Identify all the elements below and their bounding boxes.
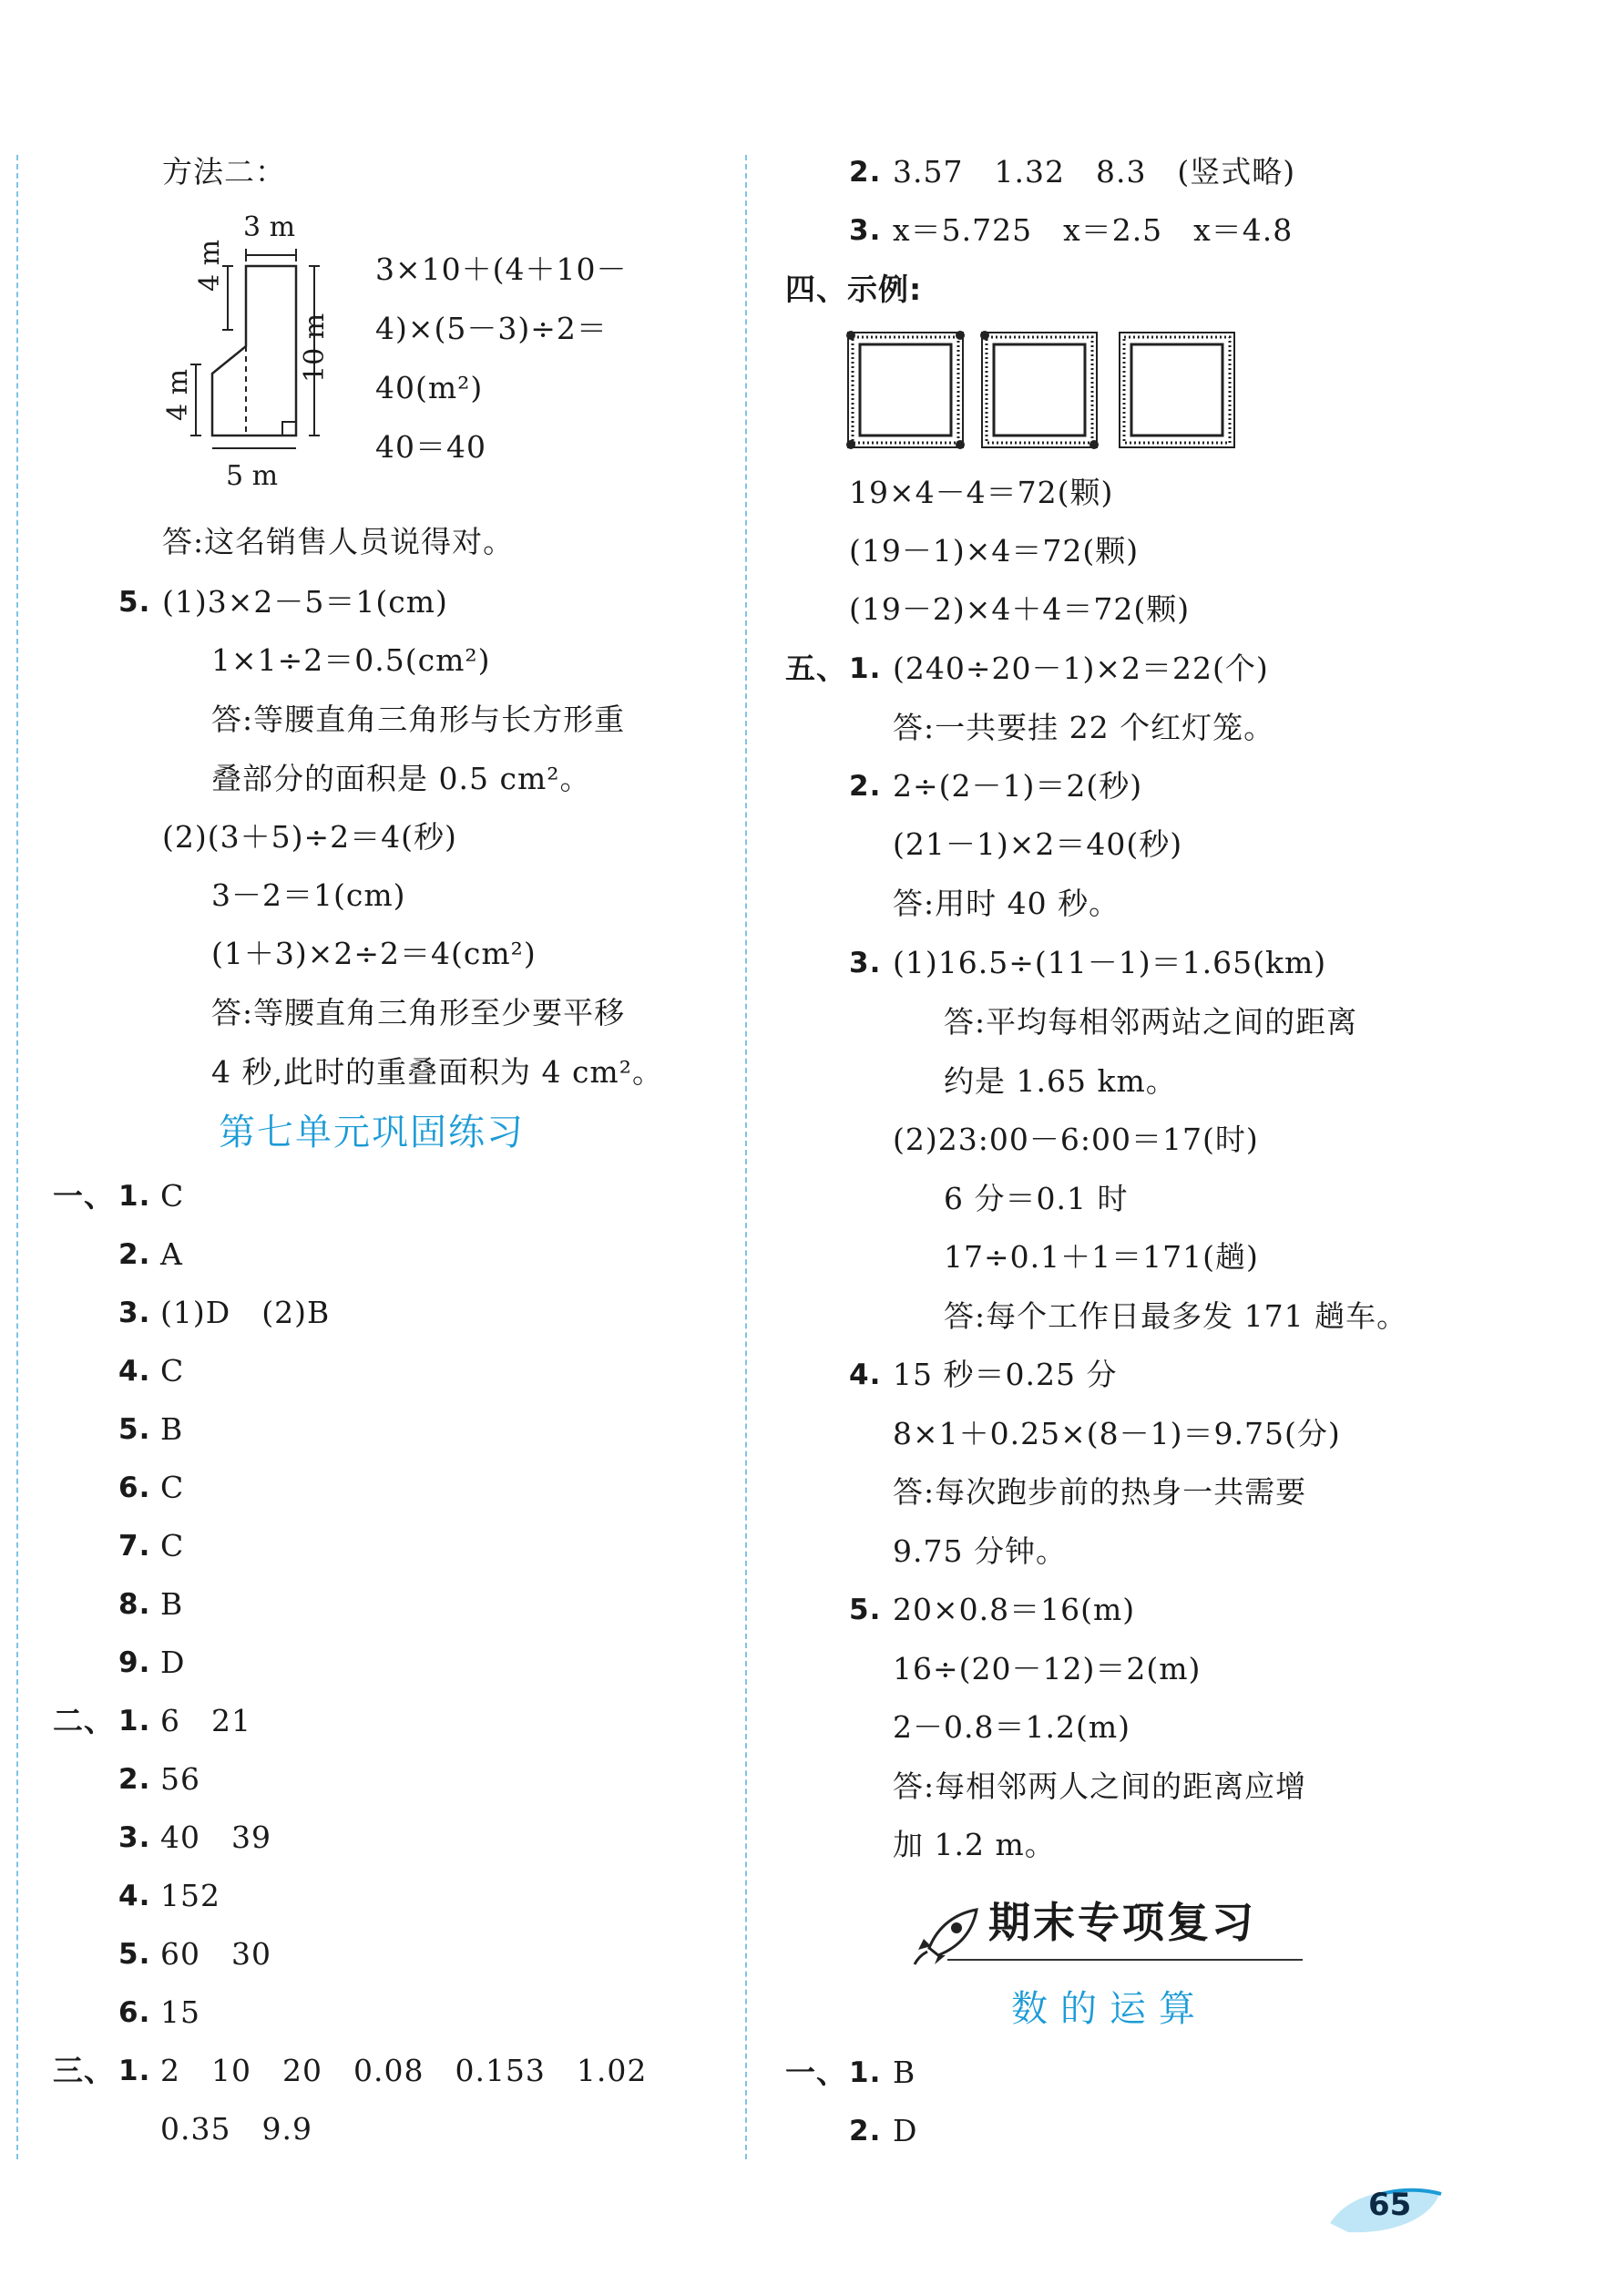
part2-item-answer: 56 bbox=[160, 1761, 200, 1797]
part1-item-answer: C bbox=[160, 1528, 185, 1563]
final-part1-item-answer: B bbox=[893, 2055, 916, 2090]
part1-item-answer: A bbox=[160, 1236, 183, 1272]
final-part1-label: 一、 bbox=[785, 2055, 847, 2090]
part4-label: 四、示例: bbox=[785, 272, 923, 307]
final-part1-item-answer: D bbox=[893, 2113, 918, 2148]
part4-line: (19－1)×4＝72(颗) bbox=[849, 533, 1140, 569]
part3-line: 2 10 20 0.08 0.153 1.02 bbox=[160, 2053, 648, 2088]
part3-item-number: 1. bbox=[118, 2055, 151, 2087]
method2-label: 方法二： bbox=[162, 154, 286, 190]
p5q4-line: 答:每次跑步前的热身一共需要 bbox=[893, 1474, 1307, 1510]
p5q3-line: 约是 1.65 km。 bbox=[944, 1063, 1177, 1099]
bead-square-example-1 bbox=[845, 330, 966, 450]
p5q2-number: 2. bbox=[849, 770, 882, 803]
part1-item-number: 4. bbox=[118, 1355, 151, 1388]
bead-square-example-2 bbox=[979, 330, 1100, 450]
q5-line: (1)3×2－5＝1(cm) bbox=[162, 584, 448, 620]
part2-label: 二、 bbox=[53, 1703, 115, 1738]
p5q3-line: 6 分＝0.1 时 bbox=[944, 1181, 1129, 1216]
figure-label-left-upper: 4 m bbox=[194, 239, 226, 292]
q5-line: 1×1÷2＝0.5(cm²) bbox=[211, 642, 491, 678]
part1-item-number: 5. bbox=[118, 1413, 151, 1446]
method2-calc-line: 40＝40 bbox=[375, 429, 486, 465]
part4-line: (19－2)×4＋4＝72(颗) bbox=[849, 591, 1191, 627]
p5q3-number: 3. bbox=[849, 947, 882, 979]
p5q4-number: 4. bbox=[849, 1358, 882, 1391]
method2-calc-line: 40(m²) bbox=[375, 370, 484, 405]
part4-line: 19×4－4＝72(颗) bbox=[849, 475, 1114, 510]
figure-label-bottom: 5 m bbox=[226, 460, 279, 492]
part1-item-number: 9. bbox=[118, 1646, 151, 1679]
q5-line: 4 秒,此时的重叠面积为 4 cm²。 bbox=[211, 1054, 663, 1090]
bead-square-example-3 bbox=[1117, 330, 1237, 450]
figure-label-right: 10 m bbox=[299, 313, 331, 383]
p5q2-line: (21－1)×2＝40(秒) bbox=[893, 826, 1183, 862]
part1-item-number: 1. bbox=[118, 1180, 151, 1213]
q5-line: 叠部分的面积是 0.5 cm²。 bbox=[211, 761, 591, 796]
p5q5-line: 答:每相邻两人之间的距离应增 bbox=[893, 1768, 1307, 1804]
p5q2-line: 答:用时 40 秒。 bbox=[893, 886, 1120, 921]
part2-item-number: 1. bbox=[118, 1705, 151, 1737]
p5q4-line: 9.75 分钟。 bbox=[893, 1533, 1067, 1569]
part1-item-number: 2. bbox=[118, 1238, 151, 1271]
part1-item-answer: C bbox=[160, 1353, 185, 1389]
part1-item-answer: (1)D (2)B bbox=[160, 1295, 331, 1330]
p5q4-line: 8×1＋0.25×(8－1)＝9.75(分) bbox=[893, 1416, 1341, 1451]
q5-line: (2)(3＋5)÷2＝4(秒) bbox=[162, 819, 457, 855]
final-review-title: 期末专项复习 bbox=[988, 1898, 1256, 1947]
part2-item-answer: 15 bbox=[160, 1994, 200, 2030]
part1-label: 一、 bbox=[53, 1178, 115, 1214]
q5-line: 3－2＝1(cm) bbox=[211, 877, 406, 913]
part3-line: 0.35 9.9 bbox=[160, 2111, 312, 2147]
part2-item-number: 3. bbox=[118, 1821, 151, 1854]
part3-label: 三、 bbox=[53, 2053, 115, 2088]
part1-item-number: 7. bbox=[118, 1530, 151, 1563]
r3-number: 3. bbox=[849, 214, 882, 247]
final-part1-item-number: 2. bbox=[849, 2115, 882, 2147]
p5q5-line: 20×0.8＝16(m) bbox=[893, 1592, 1136, 1627]
rocket-icon bbox=[911, 1902, 984, 1966]
part1-item-answer: C bbox=[160, 1470, 185, 1505]
q5-number: 5. bbox=[118, 586, 151, 619]
part1-item-number: 3. bbox=[118, 1297, 151, 1329]
r3-answer: x＝5.725 x＝2.5 x＝4.8 bbox=[893, 212, 1294, 248]
part2-item-answer: 6 21 bbox=[160, 1703, 251, 1738]
p5q5-number: 5. bbox=[849, 1594, 882, 1626]
r2-number: 2. bbox=[849, 156, 882, 189]
p5q2-line: 2÷(2－1)＝2(秒) bbox=[893, 768, 1143, 804]
part1-item-answer: B bbox=[160, 1586, 184, 1622]
number-operations-subtitle: 数的运算 bbox=[1011, 1988, 1208, 2030]
part2-item-number: 5. bbox=[118, 1938, 151, 1971]
page-number: 65 bbox=[1368, 2187, 1412, 2223]
p5q5-line: 加 1.2 m。 bbox=[893, 1827, 1056, 1862]
center-column-rule bbox=[745, 155, 747, 2159]
method2-calc-line: 3×10＋(4＋10－ bbox=[375, 251, 628, 287]
part1-item-number: 6. bbox=[118, 1471, 151, 1504]
final-part1-item-number: 1. bbox=[849, 2056, 882, 2089]
part2-item-number: 6. bbox=[118, 1996, 151, 2029]
part5-label: 五、 bbox=[785, 651, 847, 686]
q5-line: 答:等腰直角三角形至少要平移 bbox=[211, 995, 626, 1030]
p5q3-line: 答:平均每相邻两站之间的距离 bbox=[944, 1004, 1358, 1040]
method2-calc-line: 4)×(5－3)÷2＝ bbox=[375, 311, 608, 346]
p5q1-number: 1. bbox=[849, 652, 882, 685]
p5q3-line: 17÷0.1＋1＝171(趟) bbox=[944, 1239, 1259, 1275]
part2-item-answer: 152 bbox=[160, 1878, 220, 1913]
q5-line: (1＋3)×2÷2＝4(cm²) bbox=[211, 936, 537, 971]
p5q3-line: (2)23:00－6:00＝17(时) bbox=[893, 1122, 1259, 1157]
part1-item-answer: B bbox=[160, 1411, 184, 1447]
p5q3-line: (1)16.5÷(11－1)＝1.65(km) bbox=[893, 945, 1327, 980]
p5q4-line: 15 秒＝0.25 分 bbox=[893, 1357, 1118, 1392]
p5q3-line: 答:每个工作日最多发 171 趟车。 bbox=[944, 1298, 1408, 1334]
part2-item-number: 2. bbox=[118, 1763, 151, 1796]
figure-label-top: 3 m bbox=[243, 211, 296, 243]
q5-line: 答:等腰直角三角形与长方形重 bbox=[211, 702, 626, 737]
p5q1-line: (240÷20－1)×2＝22(个) bbox=[893, 651, 1269, 686]
part1-item-answer: D bbox=[160, 1645, 186, 1680]
part2-item-number: 4. bbox=[118, 1880, 151, 1912]
final-title-underline bbox=[947, 1959, 1303, 1961]
p5q5-line: 2－0.8＝1.2(m) bbox=[893, 1709, 1130, 1745]
r2-answer: 3.57 1.32 8.3 (竖式略) bbox=[893, 154, 1296, 190]
part2-item-answer: 60 30 bbox=[160, 1936, 271, 1972]
method2-answer: 答:这名销售人员说得对。 bbox=[162, 524, 515, 559]
part1-item-answer: C bbox=[160, 1178, 185, 1214]
p5q1-line: 答:一共要挂 22 个红灯笼。 bbox=[893, 710, 1275, 745]
left-margin-rule bbox=[16, 155, 18, 2159]
unit7-title: 第七单元巩固练习 bbox=[219, 1112, 525, 1153]
part1-item-number: 8. bbox=[118, 1588, 151, 1621]
p5q5-line: 16÷(20－12)＝2(m) bbox=[893, 1651, 1202, 1686]
part2-item-answer: 40 39 bbox=[160, 1819, 271, 1855]
figure-label-left-lower: 4 m bbox=[162, 368, 194, 421]
